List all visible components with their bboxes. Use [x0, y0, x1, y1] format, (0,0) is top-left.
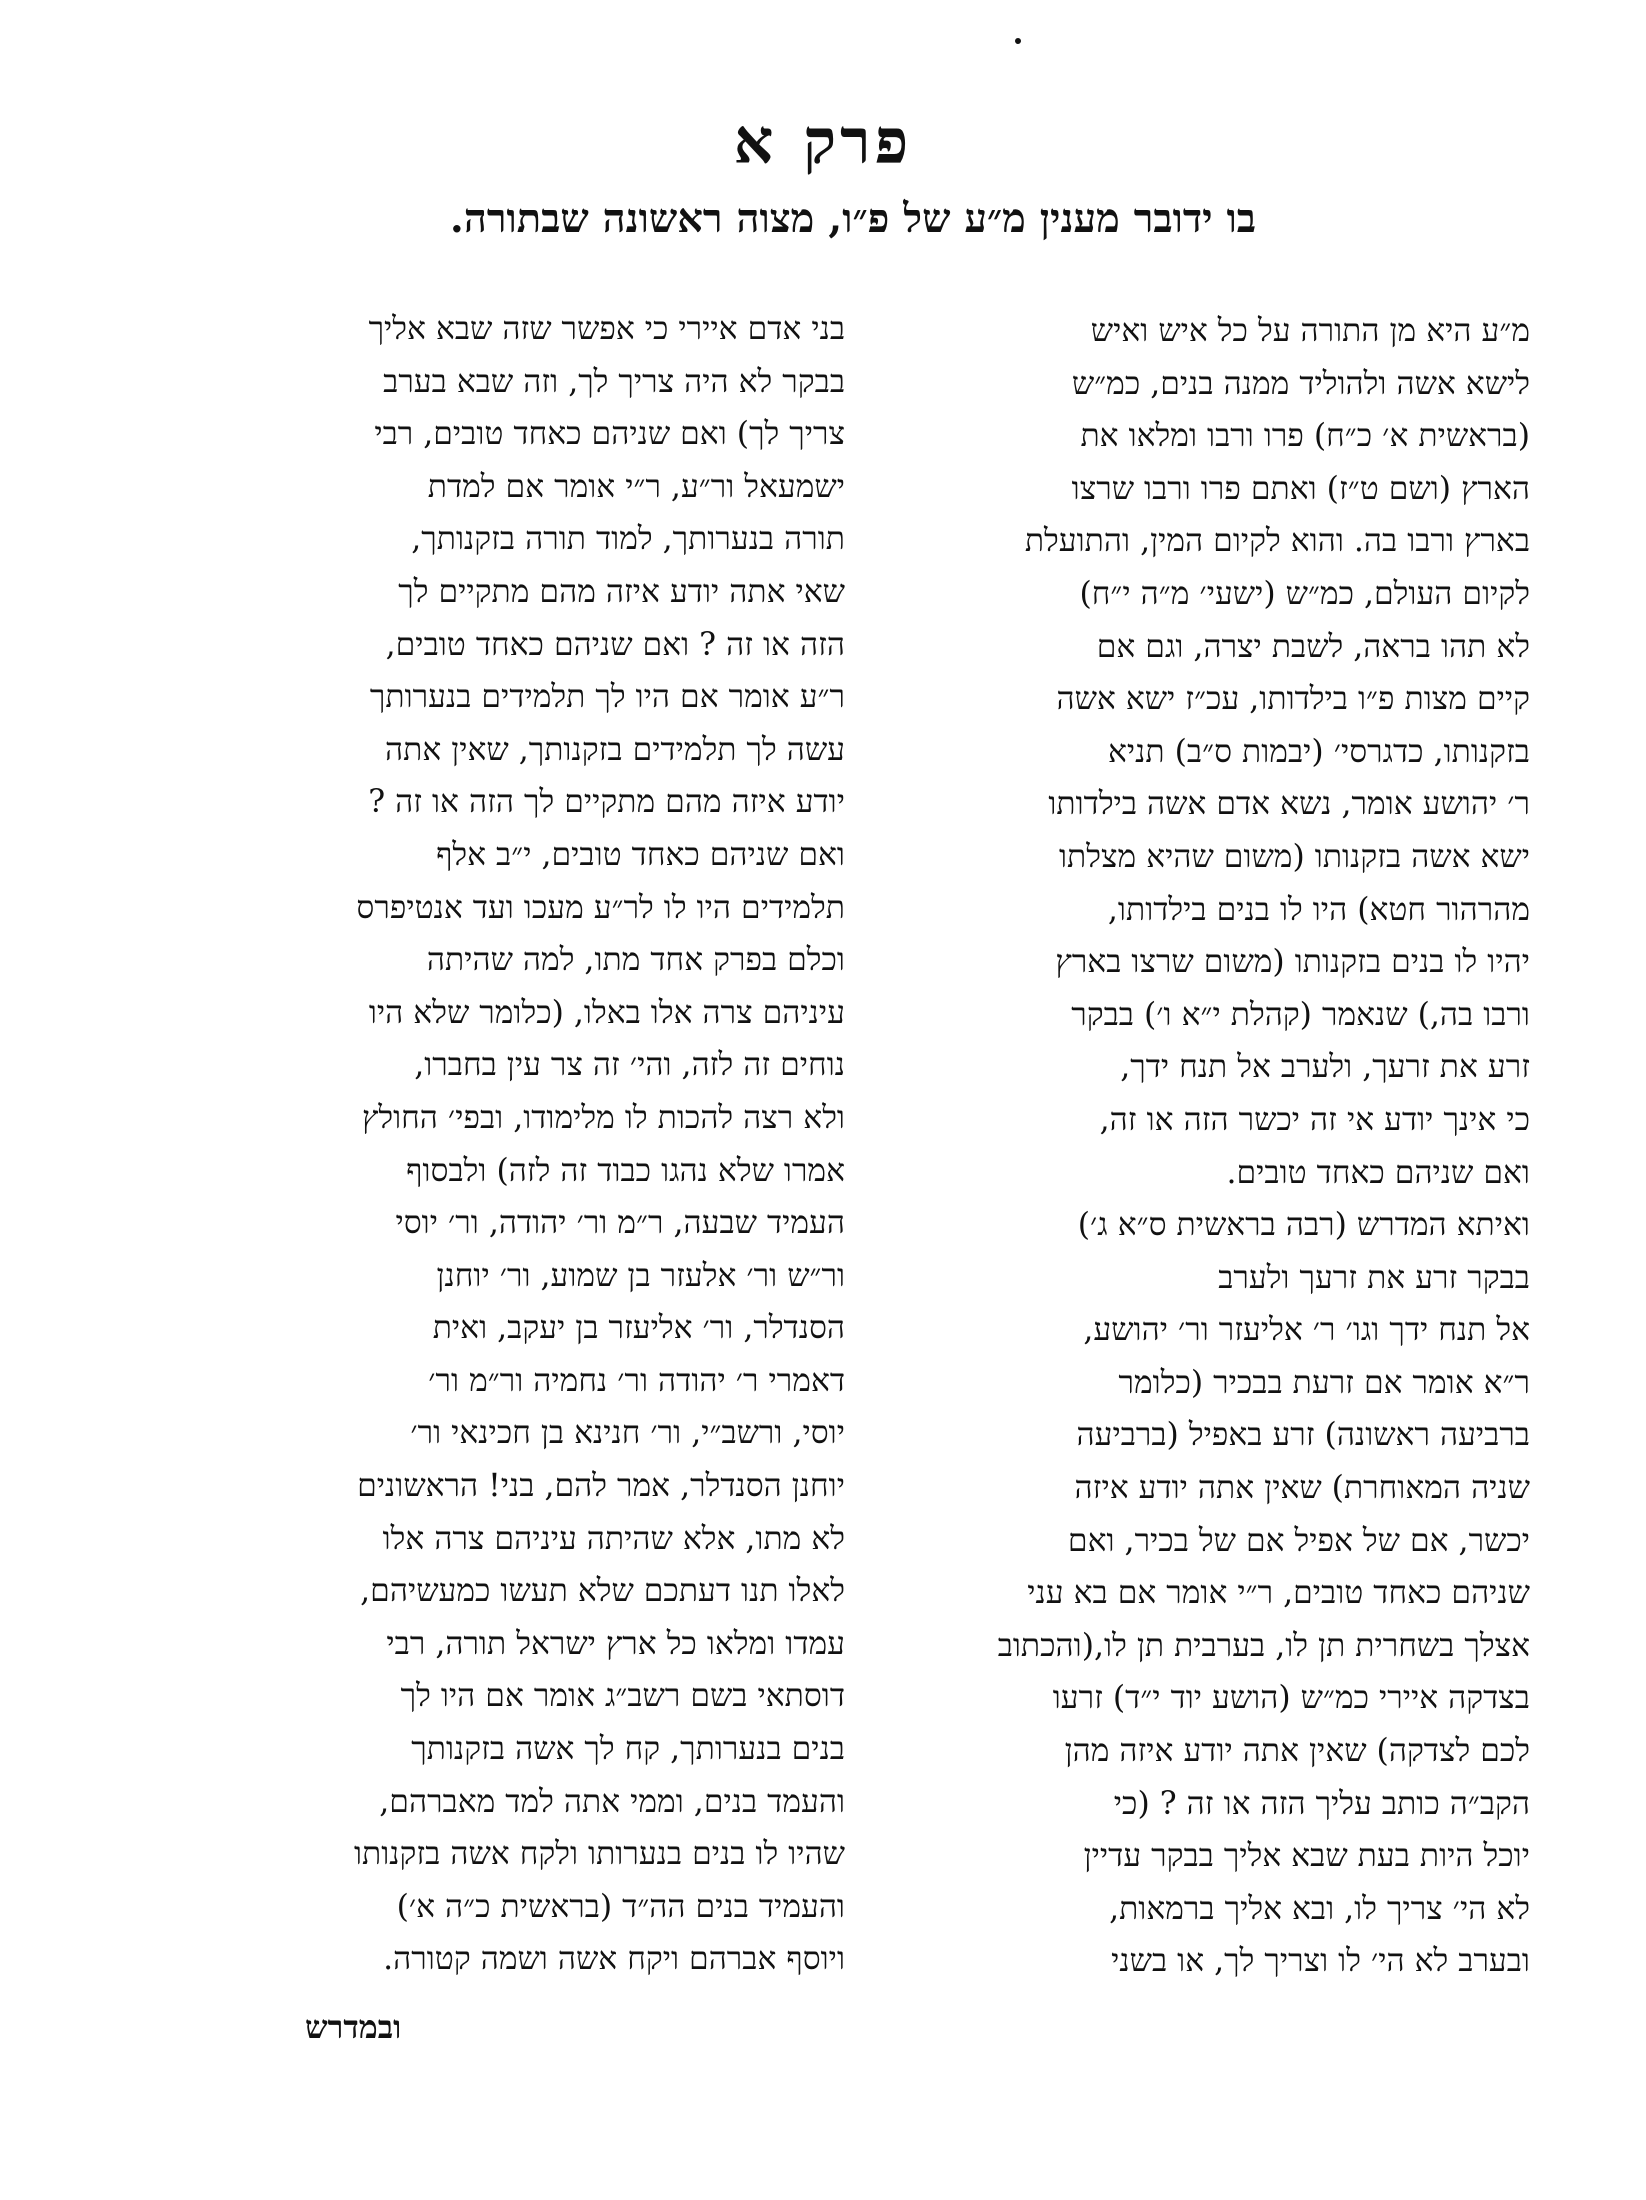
- text-line: ברביעה ראשונה) זרע באפיל (ברביעה: [1076, 1417, 1530, 1454]
- text-line: יוחנן הסנדלר, אמר להם, בני! הראשונים: [357, 1468, 845, 1505]
- text-line: והעמיד בנים הה״ד (בראשית כ״ה א׳): [396, 1888, 845, 1925]
- left-text-column: [190, 303, 845, 1986]
- text-line: בארץ ורבו בה. והוא לקיום המין, והתועלת: [1024, 523, 1530, 560]
- text-line: לא תהו בראה, לשבת יצרה, וגם אם: [1096, 628, 1530, 665]
- ink-dot: [1015, 38, 1021, 44]
- text-line: יהיו לו בנים בזקנותו (משום שרצו בארץ: [1055, 944, 1530, 981]
- text-line: יודע איזה מהם מתקיים לך הזה או זה ?: [368, 784, 845, 821]
- text-line: ישמעאל ור״ע, ר״י אומר אם למדת: [427, 468, 845, 505]
- text-line: עשה לך תלמידים בזקנותך, שאין אתה: [384, 731, 845, 768]
- chapter-title: פרק א: [733, 105, 913, 178]
- text-line: מ״ע היא מן התורה על כל איש ואיש: [1090, 313, 1530, 349]
- text-line: הזה או זה ? ואם שניהם כאחד טובים,: [385, 626, 845, 663]
- text-line: בבקר לא היה צריך לך, וזה שבא בערב: [383, 363, 845, 400]
- text-line: הקב״ה כותב עליך הזה או זה ? (כי: [1113, 1785, 1530, 1822]
- text-line: אל תנח ידך וגו׳ ר׳ אליעזר ור׳ יהושע,: [1083, 1312, 1530, 1349]
- text-line: בזקנותו, כדגרסי׳ (יבמות ס״ב) תניא: [1108, 733, 1530, 770]
- text-line: שהיו לו בנים בנערותו ולקח אשה בזקנותו: [353, 1836, 845, 1873]
- text-line: זרע את זרעך, ולערב אל תנח ידך,: [1120, 1049, 1530, 1086]
- text-line: לאלו תנו דעתכם שלא תעשו כמעשיהם,: [360, 1573, 845, 1610]
- text-line: תורה בנערותך, למוד תורה בזקנותך,: [411, 521, 845, 558]
- text-line: בנים בנערותך, קח לך אשה בזקנותך: [411, 1731, 845, 1768]
- text-line: עיניהם צרה אלו באלו, (כלומר שלא היו: [368, 994, 845, 1031]
- text-line: תלמידים היו לו לר״ע מעכו ועד אנטיפרס: [356, 889, 845, 926]
- text-line: צריך לך) ואם שניהם כאחד טובים, רבי: [374, 416, 845, 453]
- text-line: ר״ע אומר אם היו לך תלמידים בנערותך: [369, 679, 845, 716]
- text-line: יוסי, ורשב״י, ור׳ חנינא בן חכינאי ור׳: [410, 1415, 845, 1452]
- text-line: יכשר, אם של אפיל אם של בכיר, ואם: [1067, 1522, 1530, 1559]
- text-line: ישא אשה בזקנותו (משום שהיא מצלתו: [1059, 838, 1530, 875]
- text-line: ויוסף אברהם ויקח אשה ושמה קטורה.: [383, 1941, 845, 1978]
- text-line: לקיום העולם, כמ״ש (ישעי׳ מ״ה י״ח): [1079, 575, 1530, 612]
- text-line: ואם שניהם כאחד טובים, י״ב אלף: [436, 836, 845, 873]
- text-line: לא מתו, אלא שהיתה עיניהם צרה אלו: [382, 1520, 845, 1557]
- text-line: ר׳ יהושע אומר, נשא אדם אשה בילדותו: [1048, 786, 1530, 823]
- text-line: ואיתא המדרש (רבה בראשית ס״א ג׳): [1077, 1207, 1530, 1244]
- text-line: לישא אשה ולהוליד ממנה בנים, כמ״ש: [1071, 365, 1530, 402]
- text-line: שניה המאוחרת) שאין אתה יודע איזה: [1074, 1470, 1530, 1507]
- text-line: עמדו ומלאו כל ארץ ישראל תורה, רבי: [386, 1625, 845, 1662]
- text-line: דאמרי ר׳ יהודה ור׳ נחמיה ור״מ ור׳: [428, 1362, 845, 1399]
- text-line: כי אינך יודע אי זה יכשר הזה או זה,: [1099, 1101, 1530, 1138]
- text-line: נוחים זה לזה, והי׳ זה צר עין בחברו,: [414, 1047, 845, 1084]
- text-line: קיים מצות פ״ו בילדותו, עכ״ז ישא אשה: [1056, 681, 1530, 718]
- text-line: (בראשית א׳ כ״ח) פרו ורבו ומלאו את: [1080, 418, 1530, 455]
- text-line: ולא רצה להכות לו מלימודו, ובפי׳ החולץ: [361, 1099, 845, 1136]
- text-line: הארץ (ושם ט״ז) ואתם פרו ורבו שרצו: [1071, 470, 1530, 507]
- text-line: ורבו בה,) שנאמר (קהלת י״א ו׳) בבקר: [1071, 996, 1530, 1033]
- text-line: בצדקה איירי כמ״ש (הושע יוד י״ד) זרעו: [1052, 1680, 1530, 1717]
- text-line: שניהם כאחד טובים, ר״י אומר אם בא עני: [1027, 1575, 1530, 1612]
- text-line: מהרהור חטא) היו לו בנים בילדותו,: [1107, 891, 1530, 928]
- text-line: וכלם בפרק אחד מתו, למה שהיתה: [426, 942, 845, 979]
- text-line: בני אדם איירי כי אפשר שזה שבא אליך: [368, 311, 845, 347]
- text-line: הסנדלר, ור׳ אליעזר בן יעקב, ואית: [432, 1310, 845, 1347]
- right-text-column: [885, 305, 1530, 1988]
- text-line: יוכל היות בעת שבא אליך בבקר עדיין: [1083, 1838, 1530, 1875]
- text-line: בבקר זרע את זרעך ולערב: [1218, 1259, 1530, 1296]
- text-line: ואם שניהם כאחד טובים.: [1226, 1154, 1530, 1191]
- text-line: דוסתאי בשם רשב״ג אומר אם היו לך: [400, 1678, 845, 1715]
- text-line: והעמד בנים, וממי אתה למד מאברהם,: [379, 1783, 845, 1820]
- text-line: לא הי׳ צריך לו, ובא אליך ברמאות,: [1109, 1890, 1530, 1927]
- text-line: ור״ש ור׳ אלעזר בן שמוע, ור׳ יוחנן: [436, 1257, 845, 1294]
- text-line: ובערב לא הי׳ לו וצריך לך, או בשני: [1111, 1943, 1530, 1980]
- text-line: ר״א אומר אם זרעת בבכיר (כלומר: [1118, 1364, 1530, 1401]
- text-line: אצלך בשחרית תן לו, בערבית תן לו,(והכתוב: [997, 1627, 1530, 1664]
- text-line: לכם לצדקה) שאין אתה יודע איזה מהן: [1064, 1733, 1530, 1770]
- text-line: שאי אתה יודע איזה מהם מתקיים לך: [398, 573, 845, 610]
- text-line: אמרו שלא נהגו כבוד זה לזה) ולבסוף: [406, 1152, 845, 1189]
- text-line: העמיד שבעה, ר״מ ור׳ יהודה, ור׳ יוסי: [395, 1205, 845, 1242]
- chapter-subtitle: בו ידובר מענין מ״ע של פ״ו, מצוה ראשונה שבתורה.: [449, 195, 1257, 242]
- catchword: ובמדרש: [305, 2008, 402, 2046]
